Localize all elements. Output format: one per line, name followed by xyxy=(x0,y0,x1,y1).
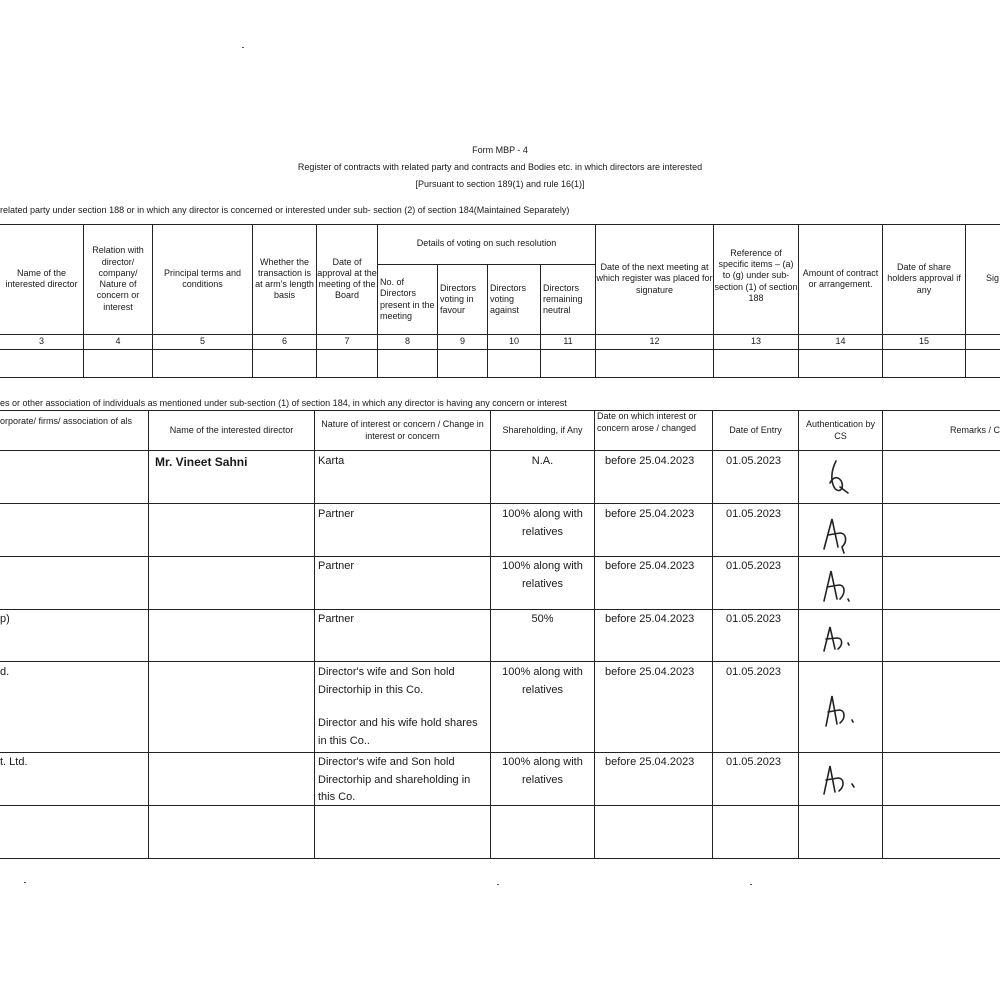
col-remarks: Remarks / C xyxy=(949,424,1000,435)
col-number: 6 xyxy=(281,336,287,347)
row-holding: 100% along with relatives xyxy=(502,666,583,696)
row-arose: before 25.04.2023 xyxy=(605,455,695,467)
col-voting-against: Directors voting against xyxy=(490,282,527,316)
cs-signature-mark xyxy=(822,457,862,499)
row-entity: d. xyxy=(0,666,10,678)
pursuant-note: [Pursuant to section 189(1) and rule 16(1)] xyxy=(415,179,585,189)
col-shareholder-approval: Date of share holders approval if any xyxy=(887,262,961,295)
col-number: 8 xyxy=(404,336,410,347)
cs-signature-mark xyxy=(818,565,858,607)
col-number: 14 xyxy=(835,336,846,347)
row-nature: Director's wife and Son hold Directorhip in this Co. xyxy=(318,666,455,696)
col-directors-present: No. of Directors present in the meeting xyxy=(380,277,435,321)
scan-speck xyxy=(497,884,499,885)
col-director-name: Name of the interested director xyxy=(169,424,294,435)
row-holding: 100% along with relatives xyxy=(502,756,583,786)
row-entity: t. Ltd. xyxy=(0,756,28,768)
col-shareholding: Shareholding, if Any xyxy=(502,424,583,435)
row-arose: before 25.04.2023 xyxy=(605,613,695,625)
col-number: 9 xyxy=(459,336,465,347)
row-entry: 01.05.2023 xyxy=(726,508,782,520)
col-number: 15 xyxy=(918,336,929,347)
row-entry: 01.05.2023 xyxy=(726,666,782,678)
row-nature: Director's wife and Son hold Directorhip and shareholding in this Co. xyxy=(318,756,471,804)
cs-signature-mark xyxy=(820,690,860,732)
row-entry: 01.05.2023 xyxy=(726,756,782,768)
row-holding: N.A. xyxy=(531,455,554,467)
row-arose: before 25.04.2023 xyxy=(605,560,695,572)
col-number: 3 xyxy=(38,336,44,347)
col-date-of-entry: Date of Entry xyxy=(729,424,782,435)
col-number: 10 xyxy=(508,336,519,347)
cs-signature-mark xyxy=(818,621,858,657)
row-nature-secondary: Director and his wife hold shares in this Co.. xyxy=(318,717,478,747)
form-number: Form MBP - 4 xyxy=(472,145,528,155)
row-entry: 01.05.2023 xyxy=(726,613,782,625)
scan-speck xyxy=(750,884,752,885)
section2-heading: es or other association of individuals as mentioned under sub-section (1) of section 184, in which any director is having any concern or interest xyxy=(0,398,567,408)
row-nature: Karta xyxy=(318,455,345,467)
col-amount: Amount of contract or arrangement. xyxy=(802,267,879,289)
col-relation: Relation with director/ company/ Nature of concern or interest xyxy=(92,245,144,312)
cs-signature-mark xyxy=(818,760,862,800)
col-signature: Sig xyxy=(986,273,1000,284)
row-director-name: Mr. Vineet Sahni xyxy=(155,455,248,469)
scan-speck xyxy=(24,882,26,883)
col-number: 12 xyxy=(649,336,660,347)
row-entry: 01.05.2023 xyxy=(726,560,782,572)
row-nature: Partner xyxy=(318,508,355,520)
col-reference-items: Reference of specific items – (a) to (g) under sub-section (1) of section 188 xyxy=(714,247,798,303)
scan-speck xyxy=(242,47,244,48)
row-holding: 100% along with relatives xyxy=(502,560,583,590)
col-principal-terms: Principal terms and conditions xyxy=(163,267,242,289)
row-nature: Partner xyxy=(318,560,355,572)
col-number: 4 xyxy=(115,336,121,347)
register-title: Register of contracts with related party and contracts and Bodies etc. in which directors are interested xyxy=(297,162,703,172)
col-authentication: Authentication by CS xyxy=(805,419,876,441)
row-arose: before 25.04.2023 xyxy=(605,508,695,520)
cs-signature-mark xyxy=(818,513,858,555)
col-next-meeting: Date of the next meeting at which register was placed for signature xyxy=(596,262,713,295)
col-number: 7 xyxy=(344,336,350,347)
col-nature-interest: Nature of interest or concern / Change in interest or concern xyxy=(321,419,484,441)
col-voting-favour: Directors voting in favour xyxy=(440,282,477,316)
row-holding: 50% xyxy=(531,613,554,625)
row-arose: before 25.04.2023 xyxy=(605,666,695,678)
row-entity: p) xyxy=(0,613,10,625)
col-remaining-neutral: Directors remaining neutral xyxy=(543,282,583,316)
col-interested-director: Name of the interested director xyxy=(5,267,78,289)
row-nature: Partner xyxy=(318,613,355,625)
col-interest-arose: Date on which interest or concern arose / changed xyxy=(597,411,697,433)
col-voting-details: Details of voting on such resolution xyxy=(416,238,557,249)
col-board-approval: Date of approval at the meeting of the Board xyxy=(317,256,377,301)
row-entry: 01.05.2023 xyxy=(726,455,782,467)
col-number: 13 xyxy=(750,336,761,347)
col-number: 11 xyxy=(563,336,573,347)
row-holding: 100% along with relatives xyxy=(502,508,583,538)
col-arms-length: Whether the transaction is at arm's length basis xyxy=(255,256,314,301)
row-arose: before 25.04.2023 xyxy=(605,756,695,768)
section1-heading: related party under section 188 or in which any director is concerned or interested under sub- section (2) of section 184(Maintained Separately) xyxy=(0,205,570,215)
col-bodies-corporate: orporate/ firms/ association of als xyxy=(0,416,133,426)
col-number: 5 xyxy=(199,336,205,347)
